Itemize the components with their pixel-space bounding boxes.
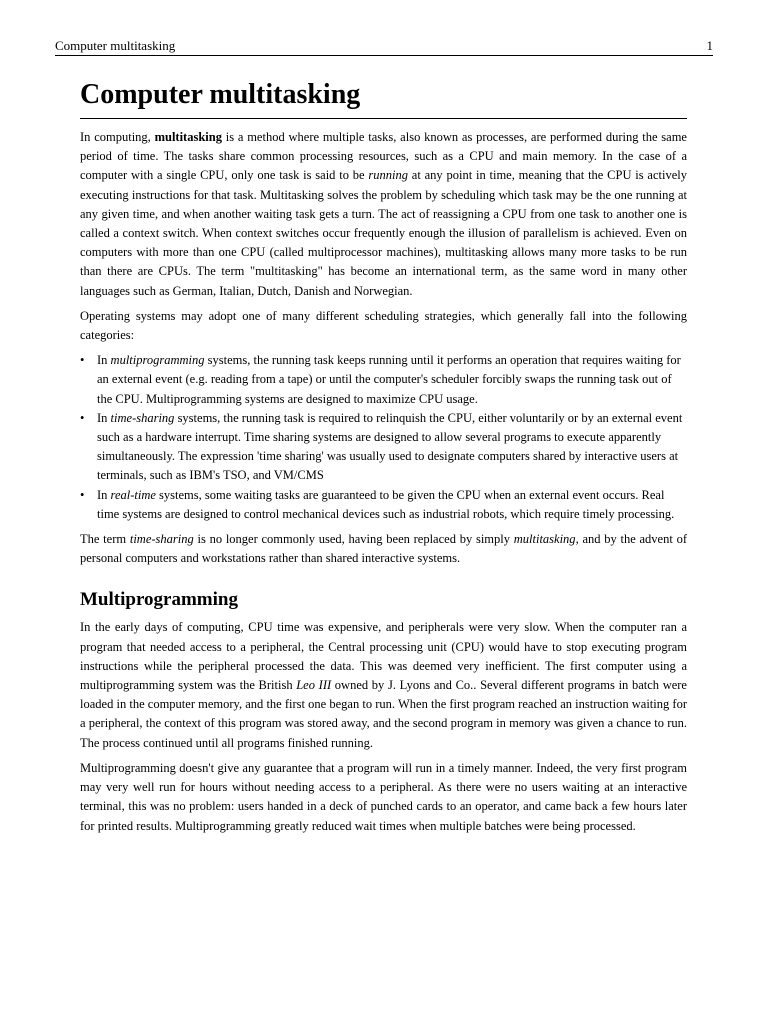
strategy-list (80, 351, 687, 524)
header-title: Computer multitasking (55, 38, 176, 53)
bullet-icon: • (80, 410, 85, 425)
article-body (80, 78, 687, 842)
list-item: • In time-sharing systems, the running task is required to relinquish the CPU, either voluntarily or by an external event such as a hardware interrupt. Time sharing systems are designed to allow several programs to execute apparently simultaneously. The expression 'time sharing' was usually used to designate computers shared by interactive users at terminals, such as IBM's TSO, and VM/CMS (80, 410, 683, 483)
bullet-icon: • (80, 487, 85, 502)
term-multitasking: multitasking (154, 130, 222, 144)
strategies-intro: Operating systems may adopt one of many different scheduling strategies, which generally fall into the following categories: (80, 308, 687, 343)
bullet-icon: • (80, 353, 85, 368)
list-item: • In multiprogramming systems, the running task keeps running until it performs an operation that requires waiting for an external event (e.g. reading from a tape) or until the computer's scheduler forcibly swaps the running task out of the CPU. Multiprogramming systems are designed to maximize CPU usage. (80, 353, 681, 406)
intro-paragraph: In computing, multitasking is a method where multiple tasks, also known as processes, are performed during the same period of time. The tasks share common processing resources, such as a CPU and main memory. In the case of a computer with a single CPU, only one task is said to be running at any point in time, meaning that the CPU is actively executing instructions for that task. Multitasking solves the problem by scheduling which task may be the one running at any given time, and when another waiting task gets a turn. The act of reassigning a CPU from one task to another one is called a context switch. When context switches occur frequently enough the illusion of parallelism is achieved. Even on computers with more than one CPU (called multiprocessor machines), multitasking allows many more tasks to be run than there are CPUs. The term "multitasking" has become an international term, as the same word in many other languages such as German, Italian, Dutch, Danish and Norwegian. (80, 130, 687, 298)
multiprogramming-paragraph-1: In the early days of computing, CPU time was expensive, and peripherals were very slow. When the computer ran a program that needed access to a peripheral, the Central processing unit (CPU) would have to stop executing program instructions while the peripheral processed the data. This was deemed very inefficient. The first computer using a multiprogramming system was the British Leo III owned by J. Lyons and Co.. Several different programs in batch were loaded in the computer memory, and the first one began to run. When the first program reached an instruction waiting for a peripheral, the context of this program was stored away, and the second program in memory was given a chance to run. The process continued until all programs finished running. (80, 620, 687, 750)
page-title: Computer multitasking (80, 78, 687, 119)
section-heading-multiprogramming: Multiprogramming (80, 589, 238, 611)
closing-paragraph: The term time-sharing is no longer commonly used, having been replaced by simply multitasking, and by the advent of personal computers and workstations rather than shared interactive systems. (80, 532, 687, 566)
term-running: running (368, 168, 408, 183)
running-header (55, 37, 713, 56)
list-item: • In real-time systems, some waiting tasks are guaranteed to be given the CPU when an external event occurs. Real time systems are designed to control mechanical devices such as industrial robots, which require timely processing. (80, 487, 675, 521)
multiprogramming-paragraph-2: Multiprogramming doesn't give any guarantee that a program will run in a timely manner. Indeed, the very first program may very well run for hours without needing access to a peripheral. As there were no users waiting at an interactive terminal, this was no problem: users handed in a deck of punched cards to an operator, and came back a few hours later for printed results. Multiprogramming greatly reduced wait times when multiple batches were being processed. (80, 760, 687, 833)
page-number: 1 (706, 38, 713, 53)
